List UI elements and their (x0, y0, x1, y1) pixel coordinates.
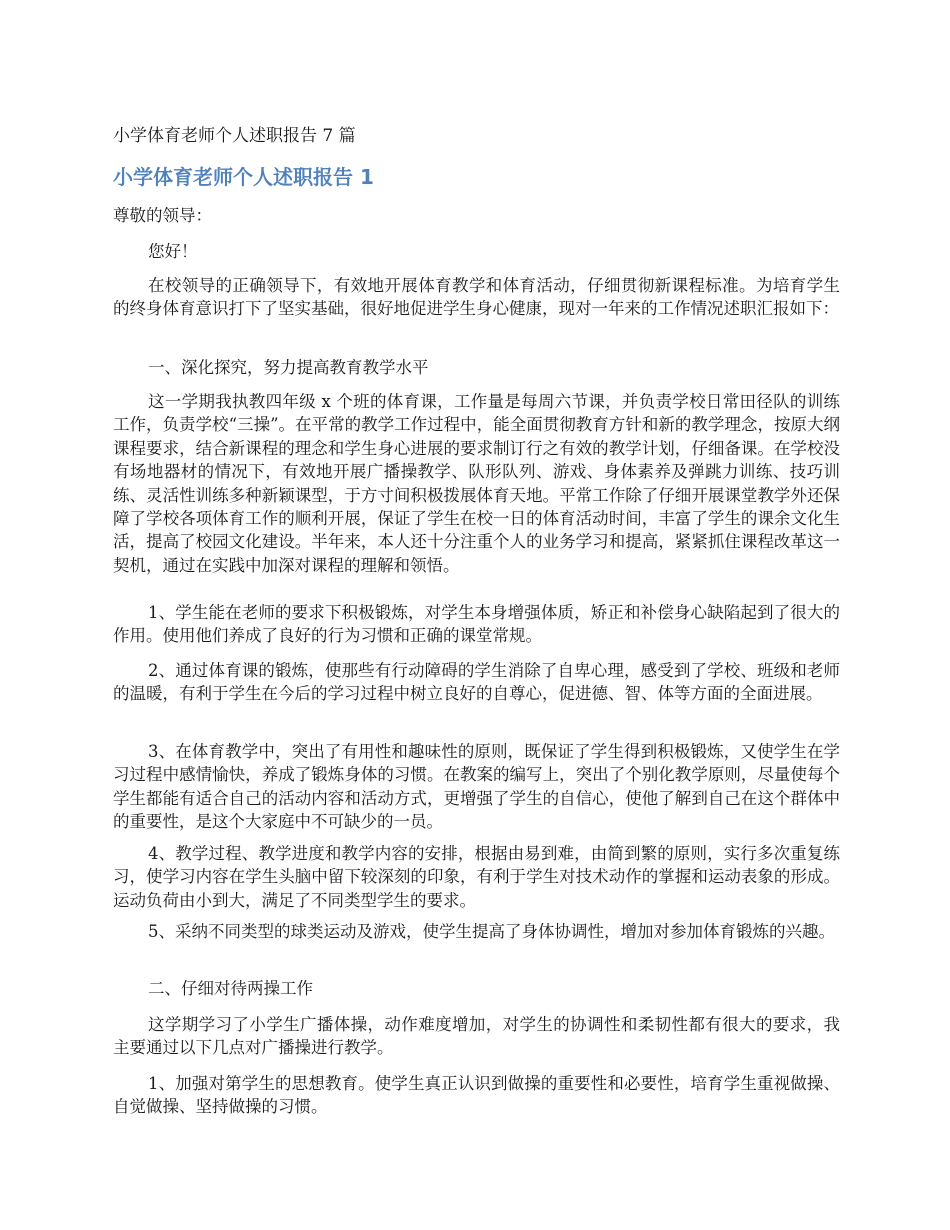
section-heading: 小学体育老师个人述职报告 1 (113, 165, 374, 189)
paragraph-part-two: 这学期学习了小学生广播体操，动作难度增加，对学生的协调性和柔韧性都有很大的要求，我主要通过以下几点对广播操进行教学。 (113, 1015, 840, 1058)
list-item-5: 5、采纳不同类型的球类运动及游戏，使学生提高了身体协调性，增加对参加体育锻炼的兴趣。 (148, 922, 835, 941)
list-item-2: 2、通过体育课的锻炼，使那些有行动障碍的学生消除了自卑心理，感受到了学校、班级和老师的温暖，有利于学生在今后的学习过程中树立良好的自尊心，促进德、智、体等方面的全面进展。 (113, 661, 840, 704)
paragraph-part-one: 这一学期我执教四年级 x 个班的体育课，工作量是每周六节课，并负责学校日常田径队的训练工作，负责学校“三操”。在平常的教学工作过程中，能全面贯彻教育方针和新的教学理念，按原大纲课程要求，结合新课程的理念和学生身心进展的要求制订行之有效的教学计划，仔细备课。在学校没有场地器材的情况下，有效地开展广播操教学、队形队列、游戏、身体素养及弹跳力训练、技巧训练、灵活性训练多种新颖课型，于方寸间积极拨展体育天地。平常工作除了仔细开展课堂教学外还保障了学校各项体育工作的顺利开展，保证了学生在校一日的体育活动时间，丰富了学生的课余文化生活，提高了校园文化建设。半年来，本人还十分注重个人的业务学习和提高，紧紧抓住课程改革这一契机，通过在实践中加深对课程的理解和领悟。 (113, 392, 840, 575)
document-title: 小学体育老师个人述职报告 7 篇 (113, 126, 356, 146)
paragraph-intro: 在校领导的正确领导下，有效地开展体育教学和体育活动，仔细贯彻新课程标准。为培育学生的终身体育意识打下了坚实基础，很好地促进学生身心健康，现对一年来的工作情况述职汇报如下： (113, 276, 840, 319)
list-item-part-two-1: 1、加强对第学生的思想教育。使学生真正认识到做操的重要性和必要性，培育学生重视做操、自觉做操、坚持做操的习惯。 (113, 1074, 840, 1117)
list-item-1: 1、学生能在老师的要求下积极锻炼，对学生本身增强体质，矫正和补偿身心缺陷起到了很大的作用。使用他们养成了良好的行为习惯和正确的课堂常规。 (113, 603, 840, 646)
heading-part-one: 一、深化探究，努力提高教育教学水平 (148, 358, 429, 377)
list-item-3: 3、在体育教学中，突出了有用性和趣味性的原则，既保证了学生得到积极锻炼，又使学生在学习过程中感情愉快，养成了锻炼身体的习惯。在教案的编写上，突出了个别化教学原则，尽量使每个学生都能有适合自己的活动内容和活动方式，更增强了学生的自信心，使他了解到自己在这个群体中的重要性，是这个大家庭中不可缺少的一员。 (113, 742, 840, 832)
heading-part-two: 二、仔细对待两操工作 (148, 979, 313, 998)
salutation: 尊敬的领导： (113, 206, 212, 225)
greeting: 您好！ (148, 242, 198, 261)
list-item-4: 4、教学过程、教学进度和教学内容的安排，根据由易到难，由简到繁的原则，实行多次重复练习，使学习内容在学生头脑中留下较深刻的印象，有利于学生对技术动作的掌握和运动表象的形成。运动负荷由小到大，满足了不同类型学生的要求。 (113, 844, 840, 910)
